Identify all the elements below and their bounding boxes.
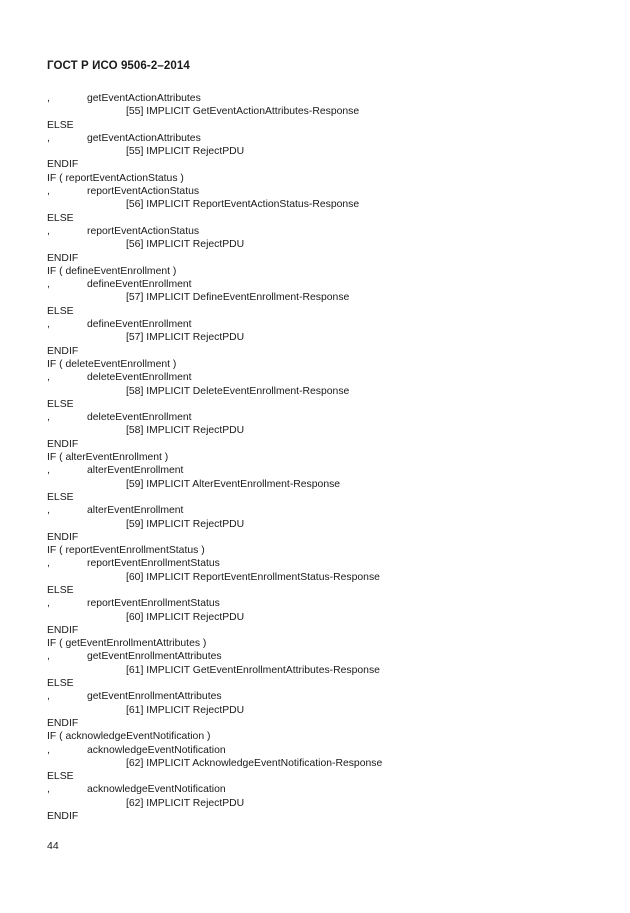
code-line-text: reportEventEnrollmentStatus — [87, 598, 220, 610]
code-line-text: getEventActionAttributes — [87, 93, 201, 104]
code-line-text: [60] IMPLICIT RejectPDU — [126, 611, 245, 623]
code-line-text: IF ( getEventEnrollmentAttributes ) — [47, 638, 207, 650]
code-line — [47, 358, 607, 371]
code-line-text: reportEventEnrollmentStatus — [87, 558, 220, 570]
code-line-text: alterEventEnrollment — [87, 465, 184, 477]
code-line-text: ELSE — [47, 678, 74, 690]
code-line-text: defineEventEnrollment — [87, 279, 192, 291]
code-line-comma: , — [47, 93, 50, 104]
code-line — [47, 411, 607, 424]
code-line-text: deleteEventEnrollment — [87, 372, 192, 384]
code-line-text: [61] IMPLICIT RejectPDU — [126, 704, 245, 716]
code-line-text: ENDIF — [47, 811, 79, 823]
code-line-text: ENDIF — [47, 717, 79, 729]
code-line — [47, 704, 607, 717]
code-line-text: deleteEventEnrollment — [87, 412, 192, 424]
code-line-text: [57] IMPLICIT RejectPDU — [126, 332, 245, 344]
code-line-text: [58] IMPLICIT DeleteEventEnrollment-Response — [126, 385, 350, 397]
code-line-comma: , — [47, 225, 50, 237]
code-line — [47, 398, 607, 411]
code-line — [47, 119, 607, 132]
code-line — [47, 464, 607, 477]
code-line — [47, 531, 607, 544]
code-line-text: ENDIF — [47, 438, 79, 450]
code-line — [47, 438, 607, 451]
code-line — [47, 158, 607, 171]
code-line-text: ELSE — [47, 491, 74, 503]
code-line-text: ELSE — [47, 212, 74, 224]
code-line-comma: , — [47, 465, 50, 477]
code-line-text: [55] IMPLICIT GetEventActionAttributes-Response — [126, 106, 360, 118]
code-line — [47, 624, 607, 637]
code-line-text: [62] IMPLICIT RejectPDU — [126, 797, 245, 809]
code-line — [47, 212, 607, 225]
code-line — [47, 478, 607, 491]
code-line — [47, 318, 607, 331]
code-line — [47, 571, 607, 584]
code-line-comma: , — [47, 279, 50, 291]
code-line-text: reportEventActionStatus — [87, 186, 200, 198]
code-line-text: [56] IMPLICIT ReportEventActionStatus-Response — [126, 199, 360, 211]
code-line — [47, 518, 607, 531]
code-line-text: ENDIF — [47, 252, 79, 264]
code-line-comma: , — [47, 186, 50, 198]
code-line-text: ENDIF — [47, 159, 79, 171]
code-line — [47, 584, 607, 597]
code-line-comma: , — [47, 132, 50, 144]
code-line — [47, 597, 607, 610]
code-line — [47, 132, 607, 145]
code-line — [47, 637, 607, 650]
code-line-text: ENDIF — [47, 624, 79, 636]
code-line — [47, 105, 607, 118]
code-line — [47, 650, 607, 663]
code-line-text: IF ( defineEventEnrollment ) — [47, 265, 177, 277]
code-line-text: [59] IMPLICIT RejectPDU — [126, 518, 245, 530]
code-line — [47, 810, 607, 823]
code-line-text: [56] IMPLICIT RejectPDU — [126, 239, 245, 251]
code-line-text: reportEventActionStatus — [87, 225, 200, 237]
code-line-text: acknowledgeEventNotification — [87, 784, 226, 796]
code-line-comma: , — [47, 412, 50, 424]
code-line — [47, 265, 607, 278]
code-line-text: IF ( alterEventEnrollment ) — [47, 452, 169, 464]
code-line-comma: , — [47, 598, 50, 610]
code-line — [47, 305, 607, 318]
code-line-text: ELSE — [47, 398, 74, 410]
code-line — [47, 770, 607, 783]
code-line-text: getEventEnrollmentAttributes — [87, 691, 222, 703]
code-line-text: [59] IMPLICIT AlterEventEnrollment-Response — [126, 478, 341, 490]
code-line — [47, 717, 607, 730]
code-line — [47, 491, 607, 504]
code-line-comma: , — [47, 505, 50, 517]
code-line-text: getEventEnrollmentAttributes — [87, 651, 222, 663]
code-line-text: ENDIF — [47, 531, 79, 543]
code-line-text: ELSE — [47, 771, 74, 783]
page-header-standard-code: ГОСТ Р ИСО 9506-2–2014 — [47, 60, 190, 72]
code-line-text: acknowledgeEventNotification — [87, 744, 226, 756]
page-number: 44 — [47, 840, 59, 852]
code-line — [47, 451, 607, 464]
code-line-comma: , — [47, 784, 50, 796]
code-line — [47, 198, 607, 211]
code-line — [47, 225, 607, 238]
code-line — [47, 385, 607, 398]
code-line — [47, 331, 607, 344]
code-line-text: [62] IMPLICIT AcknowledgeEventNotification-Response — [126, 757, 383, 769]
code-line — [47, 424, 607, 437]
code-line — [47, 278, 607, 291]
code-line — [47, 504, 607, 517]
code-line-text: IF ( reportEventEnrollmentStatus ) — [47, 545, 205, 557]
code-line — [47, 783, 607, 796]
code-line-comma: , — [47, 651, 50, 663]
code-line — [47, 371, 607, 384]
code-line — [47, 345, 607, 358]
code-line — [47, 544, 607, 557]
code-line-text: [60] IMPLICIT ReportEventEnrollmentStatus-Response — [126, 571, 380, 583]
code-line — [47, 145, 607, 158]
asn1-definition-body — [47, 92, 607, 823]
code-line — [47, 677, 607, 690]
code-line — [47, 238, 607, 251]
code-line-text: ELSE — [47, 119, 74, 131]
code-line-text: [57] IMPLICIT DefineEventEnrollment-Response — [126, 292, 350, 304]
code-line-comma: , — [47, 372, 50, 384]
code-line-text: getEventActionAttributes — [87, 132, 201, 144]
code-line-text: alterEventEnrollment — [87, 505, 184, 517]
code-line — [47, 797, 607, 810]
code-line-text: defineEventEnrollment — [87, 319, 192, 331]
code-line — [47, 744, 607, 757]
code-line-text: IF ( acknowledgeEventNotification ) — [47, 731, 211, 743]
code-line-text: [58] IMPLICIT RejectPDU — [126, 425, 245, 437]
code-line — [47, 757, 607, 770]
code-line-text: ENDIF — [47, 345, 79, 357]
code-line — [47, 92, 607, 105]
code-line — [47, 185, 607, 198]
code-line-comma: , — [47, 558, 50, 570]
code-line-comma: , — [47, 691, 50, 703]
code-line — [47, 730, 607, 743]
code-line-text: IF ( deleteEventEnrollment ) — [47, 358, 177, 370]
code-line — [47, 690, 607, 703]
code-line — [47, 611, 607, 624]
code-line — [47, 252, 607, 265]
code-line-text: ELSE — [47, 305, 74, 317]
code-line-text: [55] IMPLICIT RejectPDU — [126, 146, 245, 158]
code-line — [47, 172, 607, 185]
code-line-text: ELSE — [47, 584, 74, 596]
code-line-text: [61] IMPLICIT GetEventEnrollmentAttributes-Response — [126, 664, 380, 676]
code-line-text: IF ( reportEventActionStatus ) — [47, 172, 184, 184]
code-line — [47, 664, 607, 677]
code-line-comma: , — [47, 319, 50, 331]
code-line — [47, 291, 607, 304]
code-line-comma: , — [47, 744, 50, 756]
code-line — [47, 557, 607, 570]
